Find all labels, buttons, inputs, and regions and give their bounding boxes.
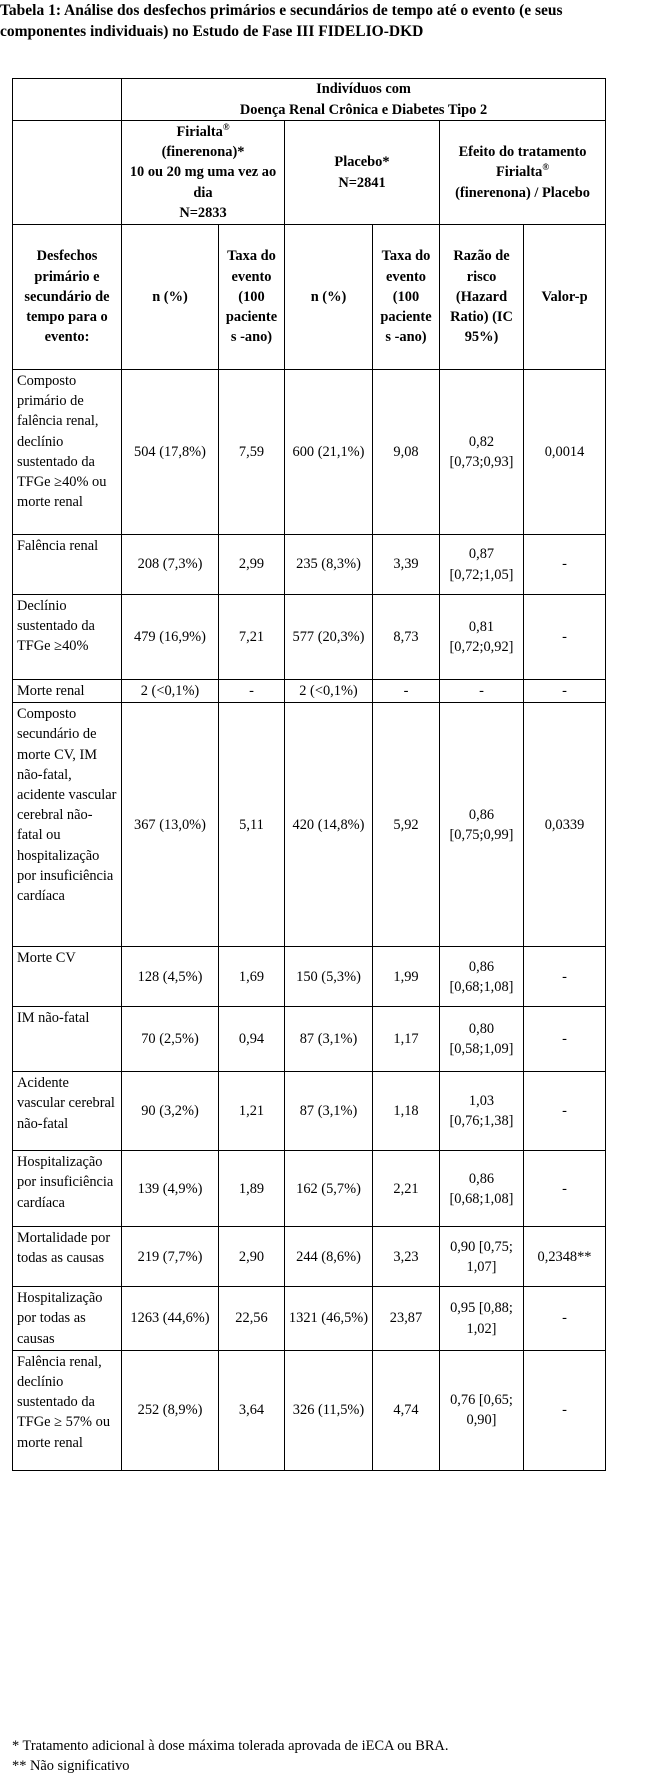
results-table: [12, 78, 606, 1471]
firialta-n: 252 (8,9%): [122, 1350, 219, 1470]
hazard-ratio: 0,76 [0,65; 0,90]: [440, 1350, 524, 1470]
firialta-rate: 7,59: [219, 370, 285, 535]
placebo-n: 235 (8,3%): [285, 535, 373, 595]
table-row: [13, 1350, 606, 1470]
header-row-arms: [13, 121, 606, 225]
col-header-n-placebo: n (%): [285, 225, 373, 370]
table-row: [13, 370, 606, 535]
outcome-label: Morte CV: [13, 947, 122, 1007]
hazard-ratio: 0,86 [0,68;1,08]: [440, 947, 524, 1007]
placebo-rate: 23,87: [373, 1287, 440, 1351]
firialta-rate: 1,21: [219, 1072, 285, 1151]
table-row: [13, 1007, 606, 1072]
firialta-n: 479 (16,9%): [122, 595, 219, 680]
p-value: -: [524, 1072, 606, 1151]
firialta-rate: 1,69: [219, 947, 285, 1007]
placebo-rate: 2,21: [373, 1151, 440, 1227]
firialta-rate: -: [219, 680, 285, 703]
placebo-n: 2 (<0,1%): [285, 680, 373, 703]
table-title: Tabela 1: Análise dos desfechos primários e secundários de tempo até o evento (e seus componentes individuais) no Estudo de Fase III FIDELIO-DKD: [0, 2, 563, 40]
hazard-ratio: 0,87 [0,72;1,05]: [440, 535, 524, 595]
firialta-rate: 2,99: [219, 535, 285, 595]
p-value: -: [524, 595, 606, 680]
placebo-rate: 4,74: [373, 1350, 440, 1470]
hazard-ratio: 0,86 [0,68;1,08]: [440, 1151, 524, 1227]
treatment-effect-header: Efeito do tratamento Firialta® (finerenona) / Placebo: [440, 121, 606, 225]
firialta-rate: 5,11: [219, 703, 285, 947]
footnote-2: ** Não significativo: [12, 1758, 130, 1774]
placebo-rate: 1,99: [373, 947, 440, 1007]
firialta-rate: 0,94: [219, 1007, 285, 1072]
p-value: 0,0014: [524, 370, 606, 535]
header-row-columns: [13, 225, 606, 370]
col-header-rate-placebo: Taxa do evento (100 paciente s -ano): [373, 225, 440, 370]
table-row: [13, 1151, 606, 1227]
col-header-p-value: Valor-p: [524, 225, 606, 370]
outcome-label: Mortalidade por todas as causas: [13, 1227, 122, 1287]
table-row: [13, 703, 606, 947]
table-row: [13, 1072, 606, 1151]
placebo-rate: 9,08: [373, 370, 440, 535]
placebo-n: 87 (3,1%): [285, 1007, 373, 1072]
placebo-rate: 1,18: [373, 1072, 440, 1151]
placebo-rate: 5,92: [373, 703, 440, 947]
hazard-ratio: 0,80 [0,58;1,09]: [440, 1007, 524, 1072]
outcome-label: Composto primário de falência renal, declínio sustentado da TFGe ≥40% ou morte renal: [13, 370, 122, 535]
firialta-rate: 3,64: [219, 1350, 285, 1470]
table-row: [13, 1287, 606, 1351]
firialta-rate: 2,90: [219, 1227, 285, 1287]
header-empty-cell: [13, 79, 122, 121]
firialta-n: 70 (2,5%): [122, 1007, 219, 1072]
placebo-n: 1321 (46,5%): [285, 1287, 373, 1351]
outcome-label: Falência renal: [13, 535, 122, 595]
col-header-rate-firialta: Taxa do evento (100 paciente s -ano): [219, 225, 285, 370]
footnote-1: * Tratamento adicional à dose máxima tolerada aprovada de iECA ou BRA.: [12, 1738, 449, 1754]
firialta-n: 90 (3,2%): [122, 1072, 219, 1151]
p-value: 0,0339: [524, 703, 606, 947]
outcome-label: Composto secundário de morte CV, IM não-fatal, acidente vascular cerebral não-fatal ou hospitalização por insuficiência cardíaca: [13, 703, 122, 947]
hazard-ratio: 1,03 [0,76;1,38]: [440, 1072, 524, 1151]
hazard-ratio: 0,90 [0,75; 1,07]: [440, 1227, 524, 1287]
placebo-n: 420 (14,8%): [285, 703, 373, 947]
p-value: 0,2348**: [524, 1227, 606, 1287]
header-empty-cell: [13, 121, 122, 225]
firialta-n: 2 (<0,1%): [122, 680, 219, 703]
firialta-rate: 22,56: [219, 1287, 285, 1351]
placebo-n: 326 (11,5%): [285, 1350, 373, 1470]
placebo-n: 244 (8,6%): [285, 1227, 373, 1287]
placebo-rate: 3,39: [373, 535, 440, 595]
col-header-hazard-ratio: Razão de risco (Hazard Ratio) (IC 95%): [440, 225, 524, 370]
col-header-outcome: Desfechos primário e secundário de tempo para o evento:: [13, 225, 122, 370]
firialta-n: 208 (7,3%): [122, 535, 219, 595]
firialta-n: 367 (13,0%): [122, 703, 219, 947]
outcome-label: Hospitalização por insuficiência cardíaca: [13, 1151, 122, 1227]
firialta-rate: 7,21: [219, 595, 285, 680]
population-header: Indivíduos com Doença Renal Crônica e Diabetes Tipo 2: [122, 79, 606, 121]
outcome-label: Falência renal, declínio sustentado da TFGe ≥ 57% ou morte renal: [13, 1350, 122, 1470]
placebo-rate: -: [373, 680, 440, 703]
placebo-n: 600 (21,1%): [285, 370, 373, 535]
table-row: [13, 947, 606, 1007]
firialta-n: 128 (4,5%): [122, 947, 219, 1007]
table-row: [13, 595, 606, 680]
firialta-n: 1263 (44,6%): [122, 1287, 219, 1351]
table-body: [13, 370, 606, 1471]
p-value: -: [524, 1151, 606, 1227]
table-row: [13, 535, 606, 595]
col-header-n-firialta: n (%): [122, 225, 219, 370]
placebo-rate: 1,17: [373, 1007, 440, 1072]
firialta-n: 139 (4,9%): [122, 1151, 219, 1227]
placebo-n: 87 (3,1%): [285, 1072, 373, 1151]
hazard-ratio: 0,81 [0,72;0,92]: [440, 595, 524, 680]
placebo-rate: 3,23: [373, 1227, 440, 1287]
p-value: -: [524, 535, 606, 595]
p-value: -: [524, 947, 606, 1007]
p-value: -: [524, 1350, 606, 1470]
outcome-label: Acidente vascular cerebral não-fatal: [13, 1072, 122, 1151]
header-row-group: [13, 79, 606, 121]
placebo-n: 162 (5,7%): [285, 1151, 373, 1227]
outcome-label: Declínio sustentado da TFGe ≥40%: [13, 595, 122, 680]
placebo-n: 150 (5,3%): [285, 947, 373, 1007]
placebo-arm-header: Placebo* N=2841: [285, 121, 440, 225]
placebo-n: 577 (20,3%): [285, 595, 373, 680]
hazard-ratio: -: [440, 680, 524, 703]
outcome-label: Morte renal: [13, 680, 122, 703]
firialta-n: 219 (7,7%): [122, 1227, 219, 1287]
firialta-arm-header: Firialta® (finerenona)* 10 ou 20 mg uma vez ao dia N=2833: [122, 121, 285, 225]
placebo-rate: 8,73: [373, 595, 440, 680]
hazard-ratio: 0,82 [0,73;0,93]: [440, 370, 524, 535]
hazard-ratio: 0,95 [0,88; 1,02]: [440, 1287, 524, 1351]
hazard-ratio: 0,86 [0,75;0,99]: [440, 703, 524, 947]
outcome-label: Hospitalização por todas as causas: [13, 1287, 122, 1351]
p-value: -: [524, 1007, 606, 1072]
table-row: [13, 680, 606, 703]
table-row: [13, 1227, 606, 1287]
outcome-label: IM não-fatal: [13, 1007, 122, 1072]
firialta-n: 504 (17,8%): [122, 370, 219, 535]
firialta-rate: 1,89: [219, 1151, 285, 1227]
p-value: -: [524, 680, 606, 703]
p-value: -: [524, 1287, 606, 1351]
